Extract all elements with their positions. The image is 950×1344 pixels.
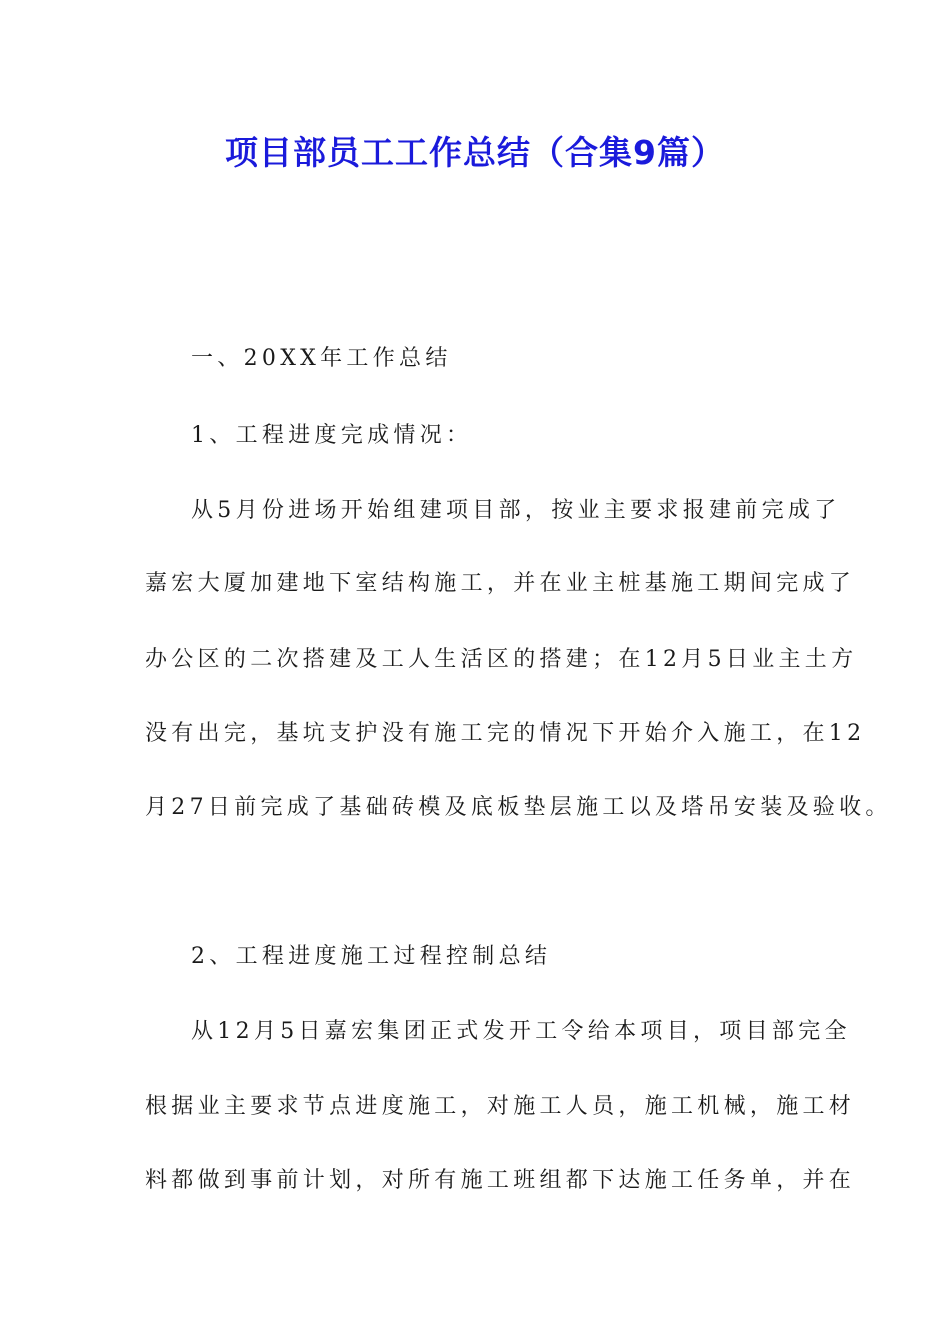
subsection-heading-control: 2、工程进度施工过程控制总结 (191, 944, 552, 969)
paragraph-line: 没有出完，基坑支护没有施工完的情况下开始介入施工，在12 (145, 721, 866, 746)
paragraph-line: 从12月5日嘉宏集团正式发开工令给本项目，项目部完全 (191, 1019, 851, 1044)
paragraph-line: 嘉宏大厦加建地下室结构施工，并在业主桩基施工期间完成了 (145, 571, 856, 596)
paragraph-line: 办公区的二次搭建及工人生活区的搭建；在12月5日业主土方 (145, 647, 858, 672)
document-title: 项目部员工工作总结（合集9篇） (225, 133, 725, 172)
paragraph-line: 月27日前完成了基础砖模及底板垫层施工以及塔吊安装及验收。 (145, 795, 892, 820)
paragraph-line: 从5月份进场开始组建项目部，按业主要求报建前完成了 (191, 498, 841, 523)
section-heading: 一、20XX年工作总结 (191, 346, 452, 371)
subsection-heading-progress: 1、工程进度完成情况： (191, 423, 473, 448)
paragraph-line: 根据业主要求节点进度施工，对施工人员，施工机械，施工材 (145, 1094, 856, 1119)
paragraph-line: 料都做到事前计划，对所有施工班组都下达施工任务单，并在 (145, 1168, 856, 1193)
